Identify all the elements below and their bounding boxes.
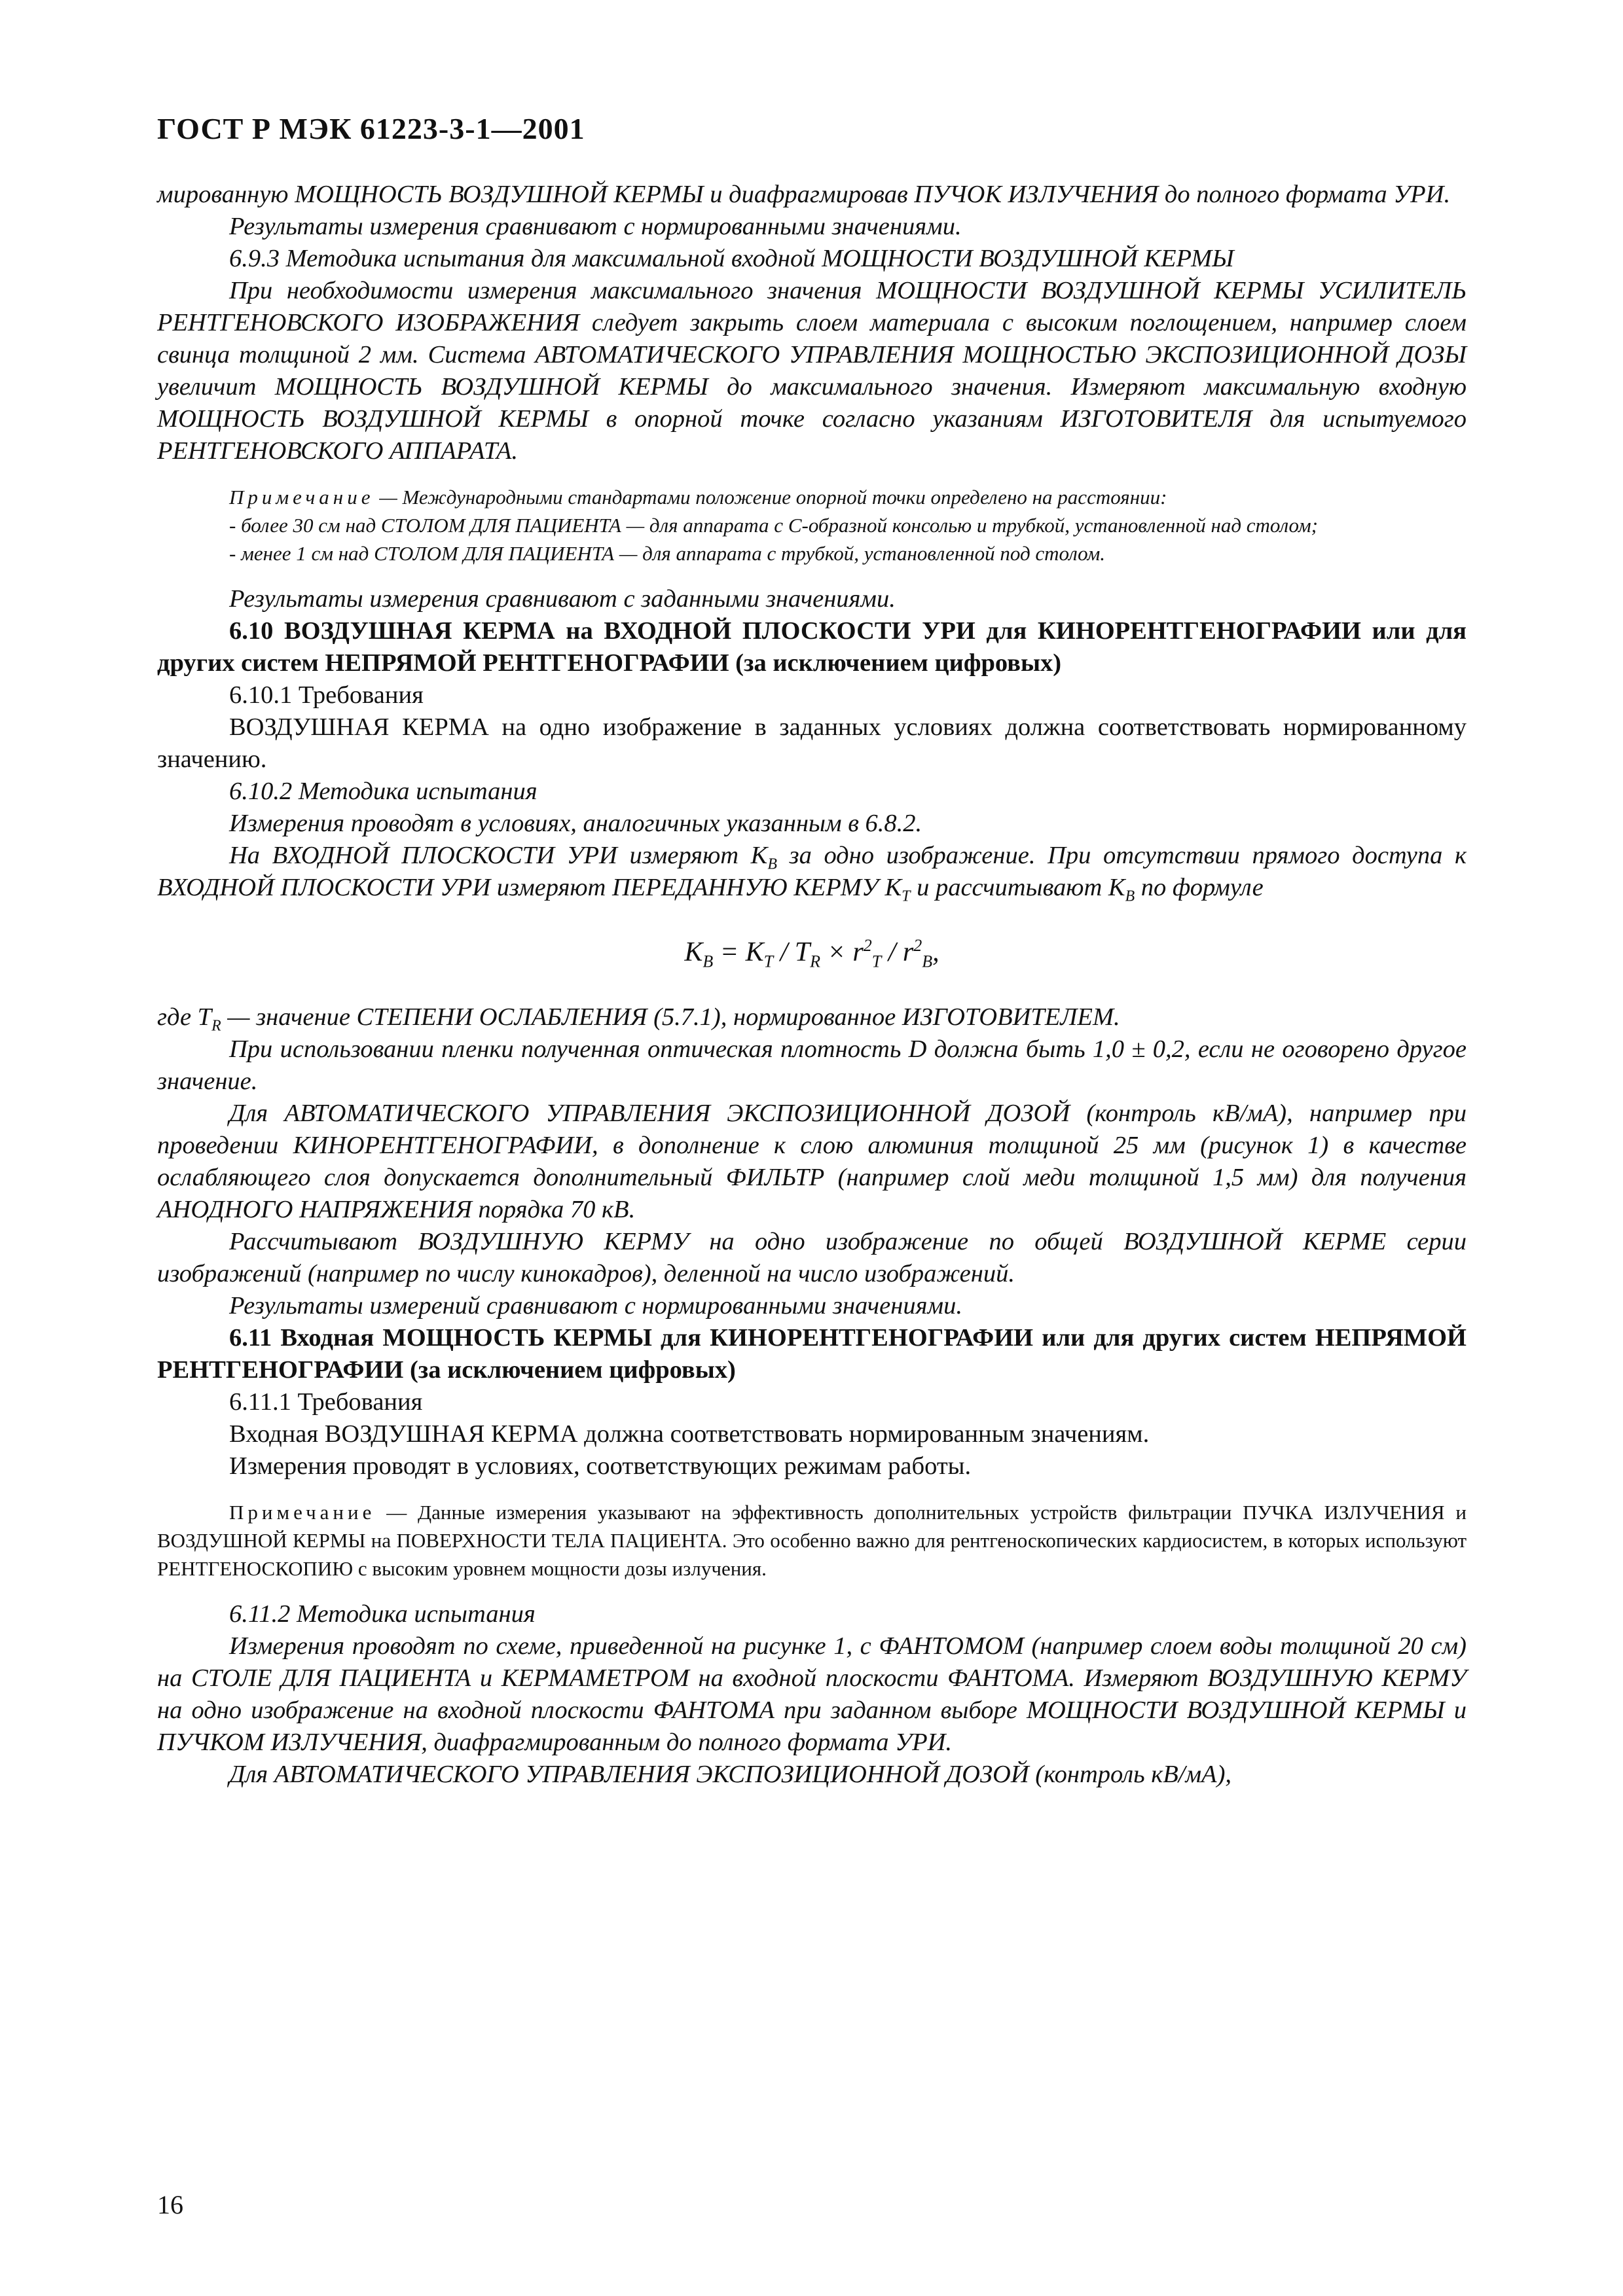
- paragraph: Входная ВОЗДУШНАЯ КЕРМА должна соответствовать нормированным значениям.: [229, 1420, 1150, 1448]
- note-label: Примечание: [229, 486, 374, 509]
- section-heading-6-11: 6.11 Входная МОЩНОСТЬ КЕРМЫ для КИНОРЕНТГЕНОГРАФИИ или для других систем НЕПРЯМОЙ РЕНТГЕНОГРАФИИ (за исключением цифровых): [157, 1324, 1467, 1384]
- paragraph: Результаты измерения сравнивают с нормированными значениями.: [229, 213, 962, 240]
- formula: $K_B = K_T / T_R \times r^2_T / r^2_B$,: [684, 936, 939, 971]
- paragraph: При необходимости измерения максимального значения МОЩНОСТИ ВОЗДУШНОЙ КЕРМЫ УСИЛИТЕЛЬ РЕНТГЕНОВСКОГО ИЗОБРАЖЕНИЯ следует закрыть слоем материала с высоким поглощением, например слоем свинца толщиной 2 мм. Система АВТОМАТИЧЕСКОГО УПРАВЛЕНИЯ МОЩНОСТЬЮ ЭКСПОЗИЦИОННОЙ ДОЗЫ увеличит МОЩНОСТЬ ВОЗДУШНОЙ КЕРМЫ до максимального значения. Измеряют максимальную входную МОЩНОСТЬ ВОЗДУШНОЙ КЕРМЫ в опорной точке согласно указаниям ИЗГОТОВИТЕЛЯ для испытуемого РЕНТГЕНОВСКОГО АППАРАТА.: [157, 277, 1467, 465]
- subsection-heading-6-10-1: 6.10.1 Требования: [229, 681, 424, 709]
- note-label: Примечание: [229, 1501, 376, 1524]
- note-item: - более 30 см над СТОЛОМ ДЛЯ ПАЦИЕНТА — для аппарата с С-образной консолью и трубкой, установленной над столом;: [229, 514, 1318, 537]
- section-heading-6-10: 6.10 ВОЗДУШНАЯ КЕРМА на ВХОДНОЙ ПЛОСКОСТИ УРИ для КИНОРЕНТГЕНОГРАФИИ или для других систем НЕПРЯМОЙ РЕНТГЕНОГРАФИИ (за исключением цифровых): [157, 617, 1467, 677]
- subsection-heading-6-11-1: 6.11.1 Требования: [229, 1388, 423, 1416]
- paragraph: Результаты измерения сравнивают с заданными значениями.: [229, 585, 896, 613]
- paragraph: На ВХОДНОЙ ПЛОСКОСТИ УРИ измеряют $K_B$ за одно изображение. При отсутствии прямого доступа к ВХОДНОЙ ПЛОСКОСТИ УРИ измеряют ПЕРЕДАННУЮ КЕРМУ $K_T$ и рассчитывают $K_B$ по формуле: [157, 842, 1467, 905]
- page-number: 16: [157, 2190, 183, 2219]
- paragraph: Результаты измерений сравнивают с нормированными значениями.: [229, 1292, 962, 1319]
- note-text: — Международными стандартами положение опорной точки определено на расстоянии:: [374, 486, 1167, 509]
- paragraph: При использовании пленки полученная оптическая плотность D должна быть 1,0 ± 0,2, если не оговорено другое значение.: [157, 1035, 1467, 1095]
- subsection-heading-6-9-3: 6.9.3 Методика испытания для максимальной входной МОЩНОСТИ ВОЗДУШНОЙ КЕРМЫ: [229, 245, 1234, 272]
- note-item: - менее 1 см над СТОЛОМ ДЛЯ ПАЦИЕНТА — для аппарата с трубкой, установленной под столом.: [229, 542, 1106, 565]
- paragraph: Для АВТОМАТИЧЕСКОГО УПРАВЛЕНИЯ ЭКСПОЗИЦИОННОЙ ДОЗОЙ (контроль кВ/мА), например при проведении КИНОРЕНТГЕНОГРАФИИ, в дополнение к слою алюминия толщиной 25 мм (рисунок 1) в качестве ослабляющего слоя допускается дополнительный ФИЛЬТР (например слой меди толщиной 1,5 мм) для получения АНОДНОГО НАПРЯЖЕНИЯ порядка 70 кВ.: [157, 1100, 1467, 1223]
- paragraph: Измерения проводят в условиях, соответствующих режимам работы.: [229, 1452, 972, 1480]
- note-block: [157, 483, 1467, 567]
- paragraph: ВОЗДУШНАЯ КЕРМА на одно изображение в заданных условиях должна соответствовать нормированному значению.: [157, 713, 1467, 773]
- document-header: ГОСТ Р МЭК 61223-3-1—2001: [157, 112, 585, 145]
- paragraph: мированную МОЩНОСТЬ ВОЗДУШНОЙ КЕРМЫ и диафрагмировав ПУЧОК ИЗЛУЧЕНИЯ до полного формата УРИ.: [157, 181, 1451, 208]
- paragraph: Измерения проводят по схеме, приведенной на рисунке 1, с ФАНТОМОМ (например слоем воды толщиной 20 см) на СТОЛЕ ДЛЯ ПАЦИЕНТА и КЕРМАМЕТРОМ на входной плоскости ФАНТОМА. Измеряют ВОЗДУШНУЮ КЕРМУ на одно изображение на входной плоскости ФАНТОМА при заданном выборе МОЩНОСТИ ВОЗДУШНОЙ КЕРМЫ и ПУЧКОМ ИЗЛУЧЕНИЯ, диафрагмированным до полного формата УРИ.: [157, 1632, 1467, 1756]
- paragraph: Для АВТОМАТИЧЕСКОГО УПРАВЛЕНИЯ ЭКСПОЗИЦИОННОЙ ДОЗОЙ (контроль кВ/мА),: [229, 1761, 1232, 1788]
- subsection-heading-6-10-2: 6.10.2 Методика испытания: [229, 778, 538, 805]
- subsection-heading-6-11-2: 6.11.2 Методика испытания: [229, 1600, 536, 1628]
- note-block: [157, 1498, 1467, 1583]
- body-text: [157, 179, 1467, 1791]
- paragraph: Измерения проводят в условиях, аналогичных указанным в 6.8.2.: [229, 810, 922, 837]
- paragraph: где $T_R$ — значение СТЕПЕНИ ОСЛАБЛЕНИЯ (5.7.1), нормированное ИЗГОТОВИТЕЛЕМ.: [157, 1003, 1120, 1035]
- note-text: — Данные измерения указывают на эффективность дополнительных устройств фильтрации ПУЧКА ИЗЛУЧЕНИЯ и ВОЗДУШНОЙ КЕРМЫ на ПОВЕРХНОСТИ ТЕЛА ПАЦИЕНТА. Это особенно важно для рентгеноскопических кардиосистем, в которых используют РЕНТГЕНОСКОПИЮ с высоким уровнем мощности дозы излучения.: [157, 1501, 1467, 1580]
- document-page: [157, 111, 1467, 1791]
- paragraph: Рассчитывают ВОЗДУШНУЮ КЕРМУ на одно изображение по общей ВОЗДУШНОЙ КЕРМЕ серии изображений (например по числу кинокадров), деленной на число изображений.: [157, 1228, 1467, 1287]
